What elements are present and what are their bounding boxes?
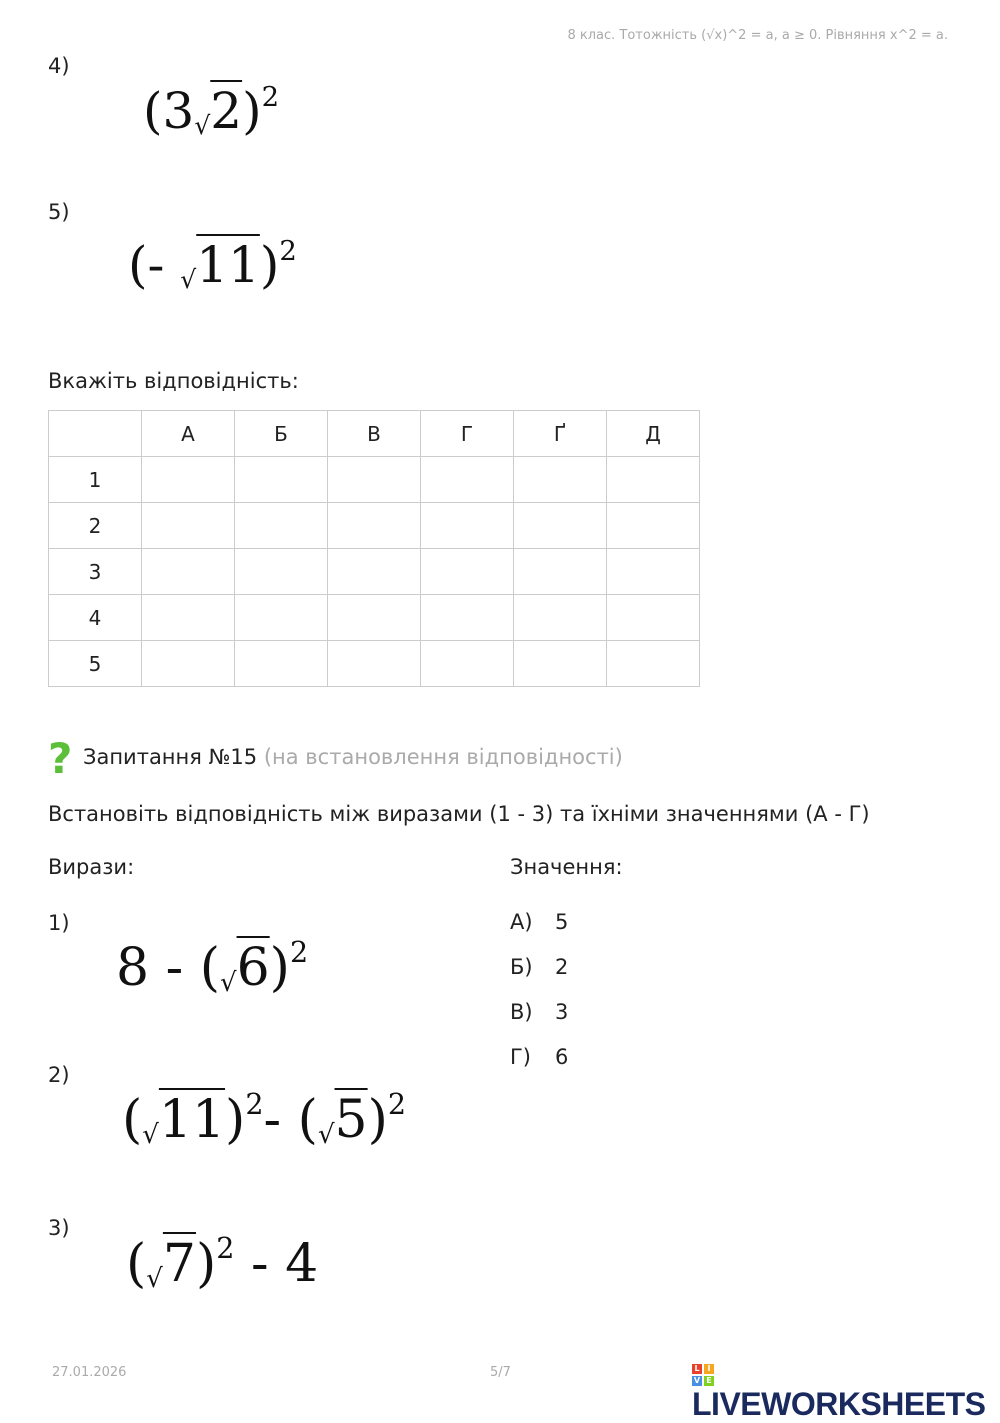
question-mark-icon: ? (48, 734, 73, 783)
match-cell[interactable] (235, 641, 328, 687)
match-cell[interactable] (514, 549, 607, 595)
sqrt-icon: √ (142, 1120, 159, 1150)
table-header-cell: Г (421, 411, 514, 457)
table-row (49, 457, 700, 503)
radicand: 2 (210, 82, 243, 140)
sqrt-icon: √ (220, 968, 237, 998)
match-cell[interactable] (514, 503, 607, 549)
answer-item[interactable] (510, 1045, 569, 1069)
footer-page: 5/7 (490, 1365, 511, 1380)
exponent: 2 (245, 1087, 264, 1122)
item-5-number: 5) (48, 200, 70, 224)
expr-after: ) (269, 938, 290, 998)
radicand: 7 (162, 1234, 196, 1294)
match-cell[interactable] (142, 503, 235, 549)
header-title: 8 клас. Тотожність (√x)^2 = a, a ≥ 0. Рівняння x^2 = a. (567, 28, 948, 43)
question-title: Запитання №15 (83, 745, 258, 769)
match-cell[interactable] (421, 641, 514, 687)
radicand: 6 (236, 938, 270, 998)
formula-close: ) (259, 236, 280, 294)
expression-1-formula (116, 935, 309, 998)
table-header-row (49, 411, 700, 457)
question-type-hint: (на встановлення відповідності) (263, 745, 623, 769)
answer-letter: В) (510, 1000, 533, 1024)
match-table (48, 410, 700, 687)
answer-value: 3 (555, 1000, 569, 1024)
item-5-formula (128, 236, 297, 294)
brand-name: LIVEWORKSHEETS (692, 1386, 986, 1422)
expressions-heading: Вирази: (48, 855, 135, 879)
table-header-cell: Ґ (514, 411, 607, 457)
table-row (49, 503, 700, 549)
expr-before: 8 - ( (116, 938, 220, 998)
exponent-2: 2 (387, 1087, 407, 1122)
match-cell[interactable] (142, 457, 235, 503)
expr-after-2: ) (367, 1090, 388, 1150)
table-row (49, 595, 700, 641)
answer-value: 2 (555, 955, 569, 979)
sqrt-icon: √ (317, 1120, 335, 1150)
logo-cell: L (692, 1364, 702, 1374)
match-cell[interactable] (328, 595, 421, 641)
question-title-line (83, 745, 623, 769)
liveworksheets-logo-icon (692, 1364, 714, 1386)
radicand-2: 5 (334, 1090, 368, 1150)
item-4-formula (143, 82, 279, 140)
match-cell[interactable] (328, 641, 421, 687)
exponent: 2 (261, 81, 280, 114)
row-label: 2 (49, 503, 142, 549)
match-cell[interactable] (421, 457, 514, 503)
answer-letter: Г) (510, 1045, 531, 1069)
expression-3-formula (126, 1231, 319, 1294)
table-row (49, 549, 700, 595)
match-cell[interactable] (514, 641, 607, 687)
expression-1-number: 1) (48, 911, 70, 935)
expression-3-number: 3) (48, 1216, 70, 1240)
match-cell[interactable] (421, 503, 514, 549)
match-cell[interactable] (142, 641, 235, 687)
table-row (49, 641, 700, 687)
expr-after: ) (195, 1234, 217, 1294)
match-cell[interactable] (607, 549, 700, 595)
row-label: 4 (49, 595, 142, 641)
match-cell[interactable] (235, 457, 328, 503)
match-cell[interactable] (235, 503, 328, 549)
match-cell[interactable] (514, 595, 607, 641)
expr-before: ( (122, 1090, 143, 1150)
match-cell[interactable] (328, 549, 421, 595)
expr-before: ( (126, 1234, 147, 1294)
table-header-cell: В (328, 411, 421, 457)
expression-2-formula (122, 1087, 407, 1150)
table-header-cell (49, 411, 142, 457)
match-cell[interactable] (607, 457, 700, 503)
sqrt-icon: √ (146, 1264, 163, 1294)
logo-cell: V (693, 1376, 701, 1385)
answer-item[interactable] (510, 910, 569, 934)
exponent: 2 (279, 235, 297, 268)
match-prompt: Вкажіть відповідність: (48, 369, 299, 393)
match-cell[interactable] (514, 457, 607, 503)
row-label: 1 (49, 457, 142, 503)
match-cell[interactable] (235, 549, 328, 595)
radicand: 11 (196, 236, 260, 294)
sqrt-icon: √ (180, 265, 197, 294)
table-header-cell: Б (235, 411, 328, 457)
logo-cell: I (704, 1364, 714, 1374)
exponent: 2 (216, 1231, 235, 1266)
answer-letter: Б) (510, 955, 533, 979)
formula-close: ) (242, 82, 262, 140)
expr-tail: - 4 (234, 1234, 319, 1294)
table-header-cell: А (142, 411, 235, 457)
question-prompt: Встановіть відповідність між виразами (1 - 3) та їхніми значеннями (А - Г) (48, 802, 870, 826)
formula-open: (- (128, 236, 181, 294)
sqrt-icon: √ (194, 111, 211, 140)
table-header-cell: Д (607, 411, 700, 457)
match-cell[interactable] (607, 503, 700, 549)
match-cell[interactable] (421, 549, 514, 595)
formula-open: (3 (143, 82, 195, 140)
row-label: 5 (49, 641, 142, 687)
answer-value: 5 (555, 910, 569, 934)
radicand: 11 (158, 1090, 226, 1150)
values-heading: Значення: (510, 855, 623, 879)
match-cell[interactable] (235, 595, 328, 641)
logo-cell: E (704, 1376, 714, 1386)
exponent: 2 (289, 935, 309, 970)
item-4-number: 4) (48, 54, 70, 78)
answer-letter: А) (510, 910, 533, 934)
liveworksheets-brand[interactable] (692, 1364, 1000, 1423)
match-cell[interactable] (328, 503, 421, 549)
match-cell[interactable] (607, 641, 700, 687)
answer-value: 6 (555, 1045, 569, 1069)
match-cell[interactable] (421, 595, 514, 641)
expr-after: ) (225, 1090, 246, 1150)
match-cell[interactable] (142, 595, 235, 641)
footer-date: 27.01.2026 (52, 1365, 127, 1380)
match-cell[interactable] (607, 595, 700, 641)
row-label: 3 (49, 549, 142, 595)
answer-item[interactable] (510, 1000, 569, 1024)
expression-2-number: 2) (48, 1063, 70, 1087)
match-cell[interactable] (328, 457, 421, 503)
match-cell[interactable] (142, 549, 235, 595)
expr-tail: - ( (263, 1090, 318, 1150)
answer-item[interactable] (510, 955, 569, 979)
